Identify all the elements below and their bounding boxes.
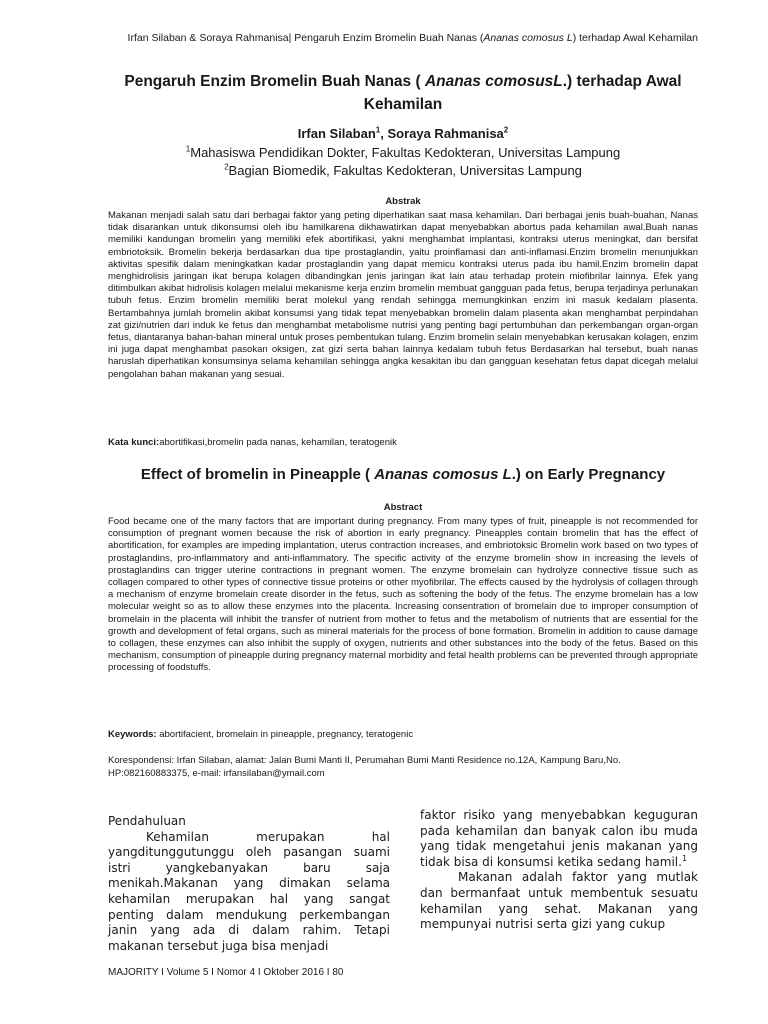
running-head-prefix: Irfan Silaban & Soraya Rahmanisa| Pengaruh Enzim Bromelin Buah Nanas ( bbox=[127, 32, 484, 44]
title-en-prefix: Effect of bromelin in Pineapple ( bbox=[140, 466, 375, 483]
author-1: Irfan Silaban bbox=[297, 126, 376, 141]
body-paragraph-continued bbox=[420, 808, 698, 870]
running-head-species: Ananas comosus L bbox=[483, 32, 573, 44]
abstract-heading: Abstract bbox=[383, 502, 423, 513]
author-1-sup: 1 bbox=[375, 125, 381, 135]
running-head-suffix: ) terhadap Awal Kehamilan bbox=[572, 32, 698, 44]
body-right-column bbox=[420, 808, 698, 933]
kata-kunci-text: abortifikasi,bromelin pada nanas, kehamilan, teratogenik bbox=[159, 437, 397, 448]
affiliation-2-sup: 2 bbox=[224, 162, 229, 172]
body-paragraph: Kehamilan merupakan hal yangditunggutunggu oleh pasangan suami istri yangkebanyakan baru saja menikah.Makanan yang dimakan selama kehamilan merupakan hal yang sangat penting dalam mendukung perkembangan janin yang ada di dalam rahim. Tetapi makanan tersebut juga bisa menjadi bbox=[108, 829, 390, 953]
body-right-text-1: faktor risiko yang menyebabkan keguguran pada kehamilan dan banyak calon ibu muda yang tidak mengetahui jenis makanan yang tidak bisa di konsumsi ketika sedang hamil. bbox=[420, 808, 698, 869]
body-paragraph-2: Makanan adalah faktor yang mutlak dan bermanfaat untuk membentuk sesuatu kehamilan yang sehat. Makanan yang mempunyai nutrisi serta gizi yang cukup bbox=[420, 870, 698, 932]
abstrak-text: Makanan menjadi salah satu dari berbagai faktor yang peting diperhatikan saat masa kehamilan. Dari berbagai jenis buah-buahan, Nanas tidak disarankan untuk dikonsumsi oleh ibu hamilkarena dikhawatirkan dapat menyebabkan abortus pada kehamilan awal.Buah nanas memiliki kandungan bromelin yang memiliki efek abortifikasi, yakni menghambat implantasi, kontraksi uterus meningkat, dan bersifat embriotoksik. Bromelin bekerja berdasarkan dua tipe prostaglandin, yaitu proinflamasi dan anti-inflamasi.Enzim bromelin menunjukkan aktivitas spesifik dalam meningkatkan kadar prostaglandin yang dapat memicu kontraksi uterus pada ibu hamil.Enzim bromelin dapat menghidrolisis jaringan ikat berupa kolagen dibandingkan jenis jaringan ikat lain atau terhadap protein miofibrilar lainnya. Efek yang ditimbulkan akibat hidrolisis kolagen melalui mekanisme kerja enzim bromelin membuat gangguan pada fetus, berupa terjadinya perlunakan tubuh fetus. Enzim bromelin memiliki berat molekul yang rendah sehingga memungkinkan enzim ini masuk kedalam plasenta. Bertambahnya jumlah bromelin akibat konsumsi yang tidak tepat menyebabkan bromelin dalam plasenta akan menghambat perpindahan zat gizi/nutrien dari induk ke fetus dan menghambat metabolisme nutrisi yang penting bagi pertumbuhan dan perkembangan organ-organ fetus, diantaranya bahan-bahan mineral untuk proses pembentukan tulang. Enzim bromelin selain menyebabkan kerusakan kolagen, enzim ini juga dapat menghambat pasokan oksigen, zat gizi serta bahan lainnya kedalam tubuh fetus Berdasarkan hal tersebut, buah nanas haruslah diperhatikan konsumsinya selama kehamilan sehingga angka kesakitan ibu dan gangguan kesehatan fetus dapat dicegah melalui pengolahan bahan makanan yang sesuai. bbox=[108, 210, 698, 380]
affiliation-1 bbox=[108, 145, 698, 160]
author-separator: , bbox=[380, 126, 388, 141]
title-id-prefix: Pengaruh Enzim Bromelin Buah Nanas ( bbox=[124, 73, 425, 90]
title-en-species: Ananas comosus L bbox=[374, 466, 512, 483]
title-indonesian bbox=[108, 70, 698, 116]
keywords-label: Keywords: bbox=[108, 729, 157, 740]
title-id-suffix: .) terhadap Awal Kehamilan bbox=[363, 73, 682, 113]
correspondence: Korespondensi: Irfan Silaban, alamat: Jalan Bumi Manti II, Perumahan Bumi Manti Residence no.12A, Kampung Baru,No. HP:082160883375, e-mail: irfansilaban@ymail.com bbox=[108, 755, 621, 779]
title-id-species: Ananas comosusL bbox=[424, 73, 563, 90]
kata-kunci bbox=[108, 437, 698, 448]
author-2: Soraya Rahmanisa bbox=[387, 126, 504, 141]
affiliation-1-sup: 1 bbox=[185, 144, 191, 154]
keywords bbox=[108, 729, 698, 740]
affiliation-2 bbox=[108, 163, 698, 178]
keywords-text: abortifacient, bromelain in pineapple, pregnancy, teratogenic bbox=[156, 729, 414, 740]
author-line bbox=[108, 126, 698, 141]
title-en-suffix: .) on Early Pregnancy bbox=[511, 466, 666, 483]
author-2-sup: 2 bbox=[503, 125, 509, 135]
affiliation-1-text: Mahasiswa Pendidikan Dokter, Fakultas Kedokteran, Universitas Lampung bbox=[190, 145, 621, 160]
page-footer: MAJORITY I Volume 5 I Nomor 4 I Oktober 2016 I 80 bbox=[108, 967, 344, 978]
abstrak-heading: Abstrak bbox=[385, 196, 421, 207]
citation-sup: 1 bbox=[681, 853, 688, 863]
title-english bbox=[108, 466, 698, 483]
section-heading: Pendahuluan bbox=[108, 814, 186, 828]
running-head bbox=[108, 32, 698, 44]
kata-kunci-label: Kata kunci: bbox=[108, 437, 160, 448]
abstract-text: Food became one of the many factors that are important during pregnancy. From many types of fruit, pineapple is not recommended for consumption of pregnant women because the risk of abortion in early pregnancy. Pineapples contain bromelin that has the effect of abortification, for examples are impeding implantation, uterus contraction increases, and embriotoksic Bromelin work based on two types of prostaglandins, pro-inflammatory and anti-inflammatory. The specific activity of the enzyme bromelin show in increasing the levels of prostaglandins can trigger uterine contractions in pregnant women. The enzyme bromelain can hydrolyze connective tissue such as collagen compared to other types of connective tissue proteins or other myofibrilar. The effects caused by the hydrolysis of collagen through a mechanism of enzyme bromelain create disorder in the fetus, such as softening the body of the fetus. The enzyme bromelain has a low molecular weight so as to allow these enzymes into the placenta. Increasing consentration of bromelain due to improper consumption of bromelain in the placenta will inhibit the transfer of nutrient from mother to fetus and the metabolism of nutrients that are essential for the growth and development of fetal organs, such as mineral materials for the process of bone formation. Bromelin in addition to cause damage to collagen, these enzymes can also inhibit the supply of oxygen, nutrients and other substances into the body of the fetus. Based on this mechanism, consumption of pineapple during pregnancy maternal morbidity and fetal health problems can be prevented through appropriate processing of foodstuffs. bbox=[108, 516, 698, 674]
affiliation-2-text: Bagian Biomedik, Fakultas Kedokteran, Universitas Lampung bbox=[228, 163, 582, 178]
body-left-column bbox=[108, 814, 390, 954]
